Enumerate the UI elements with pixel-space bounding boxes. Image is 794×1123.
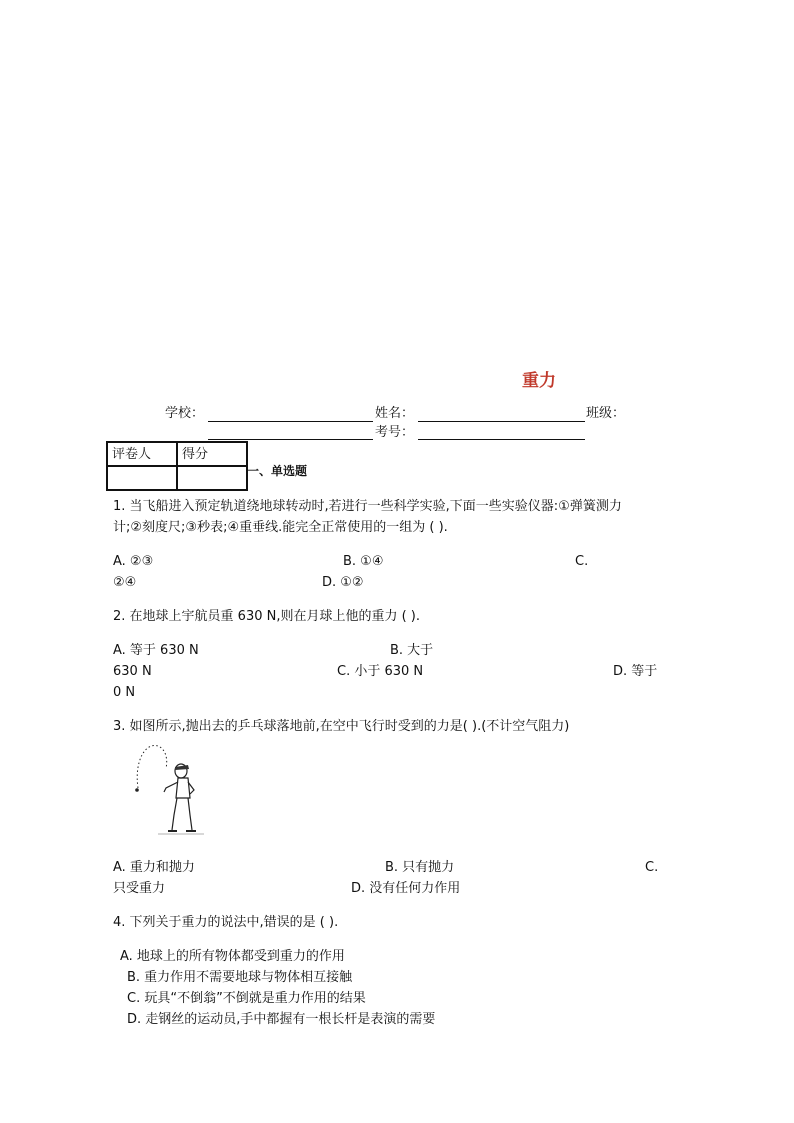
q3-option-b[interactable]: B. 只有抛力: [385, 860, 455, 875]
q3-option-c-text[interactable]: 只受重力: [113, 881, 166, 896]
q3-option-a[interactable]: A. 重力和抛力: [113, 860, 195, 875]
q2-option-a[interactable]: A. 等于 630 N: [113, 643, 199, 658]
grader-cell[interactable]: [107, 466, 177, 490]
q3-option-c-label[interactable]: C.: [645, 860, 659, 875]
name-label: 姓名：: [375, 406, 415, 421]
school-field-line[interactable]: [208, 421, 373, 422]
q2-option-b-label[interactable]: B. 大于: [390, 643, 434, 658]
q4-option-c[interactable]: C. 玩具“不倒翁”不倒就是重力作用的结果: [127, 991, 366, 1006]
q4-option-a[interactable]: A. 地球上的所有物体都受到重力的作用: [120, 949, 345, 964]
q3-stem: 3. 如图所示,抛出去的乒乓球落地前,在空中飞行时受到的力是( ).(不计空气阻力): [113, 719, 570, 734]
class-label: 班级：: [586, 406, 626, 421]
school-label: 学校：: [165, 406, 205, 421]
q2-option-c[interactable]: C. 小于 630 N: [337, 664, 424, 679]
section-title: 一、单选题: [247, 464, 308, 478]
q1-stem-line2: 计;②刻度尺;③秒表;④重垂线.能完全正常使用的一组为 ( ).: [113, 520, 448, 535]
q2-option-b-text[interactable]: 630 N: [113, 664, 152, 679]
score-table: [106, 441, 248, 491]
score-cell[interactable]: [177, 466, 247, 490]
q4-stem: 4. 下列关于重力的说法中,错误的是 ( ).: [113, 915, 339, 930]
q1-option-b[interactable]: B. ①④: [343, 554, 384, 569]
q1-option-d[interactable]: D. ①②: [322, 575, 364, 590]
exam-no-label: 考号：: [375, 425, 415, 440]
q1-option-a[interactable]: A. ②③: [113, 554, 154, 569]
q1-stem-line1: 1. 当飞船进入预定轨道绕地球转动时,若进行一些科学实验,下面一些实验仪器:①弹簧测力: [113, 499, 622, 514]
q2-option-d-label[interactable]: D. 等于: [613, 664, 658, 679]
page-title: 重力: [522, 371, 556, 391]
q2-stem: 2. 在地球上宇航员重 630 N,则在月球上他的重力 ( ).: [113, 609, 421, 624]
exam-no-field-line[interactable]: [418, 439, 585, 440]
grader-header: 评卷人: [107, 442, 177, 466]
q3-option-d[interactable]: D. 没有任何力作用: [351, 881, 461, 896]
q4-option-d[interactable]: D. 走钢丝的运动员,手中都握有一根长杆是表演的需要: [127, 1012, 436, 1027]
q1-option-c-text[interactable]: ②④: [113, 575, 137, 590]
q4-option-b[interactable]: B. 重力作用不需要地球与物体相互接触: [127, 970, 353, 985]
class-field-line[interactable]: [208, 439, 373, 440]
score-header: 得分: [177, 442, 247, 466]
q1-option-c-label[interactable]: C.: [575, 554, 589, 569]
q2-option-d-text[interactable]: 0 N: [113, 685, 136, 700]
name-field-line[interactable]: [418, 421, 585, 422]
ping-pong-figure: [128, 740, 208, 840]
